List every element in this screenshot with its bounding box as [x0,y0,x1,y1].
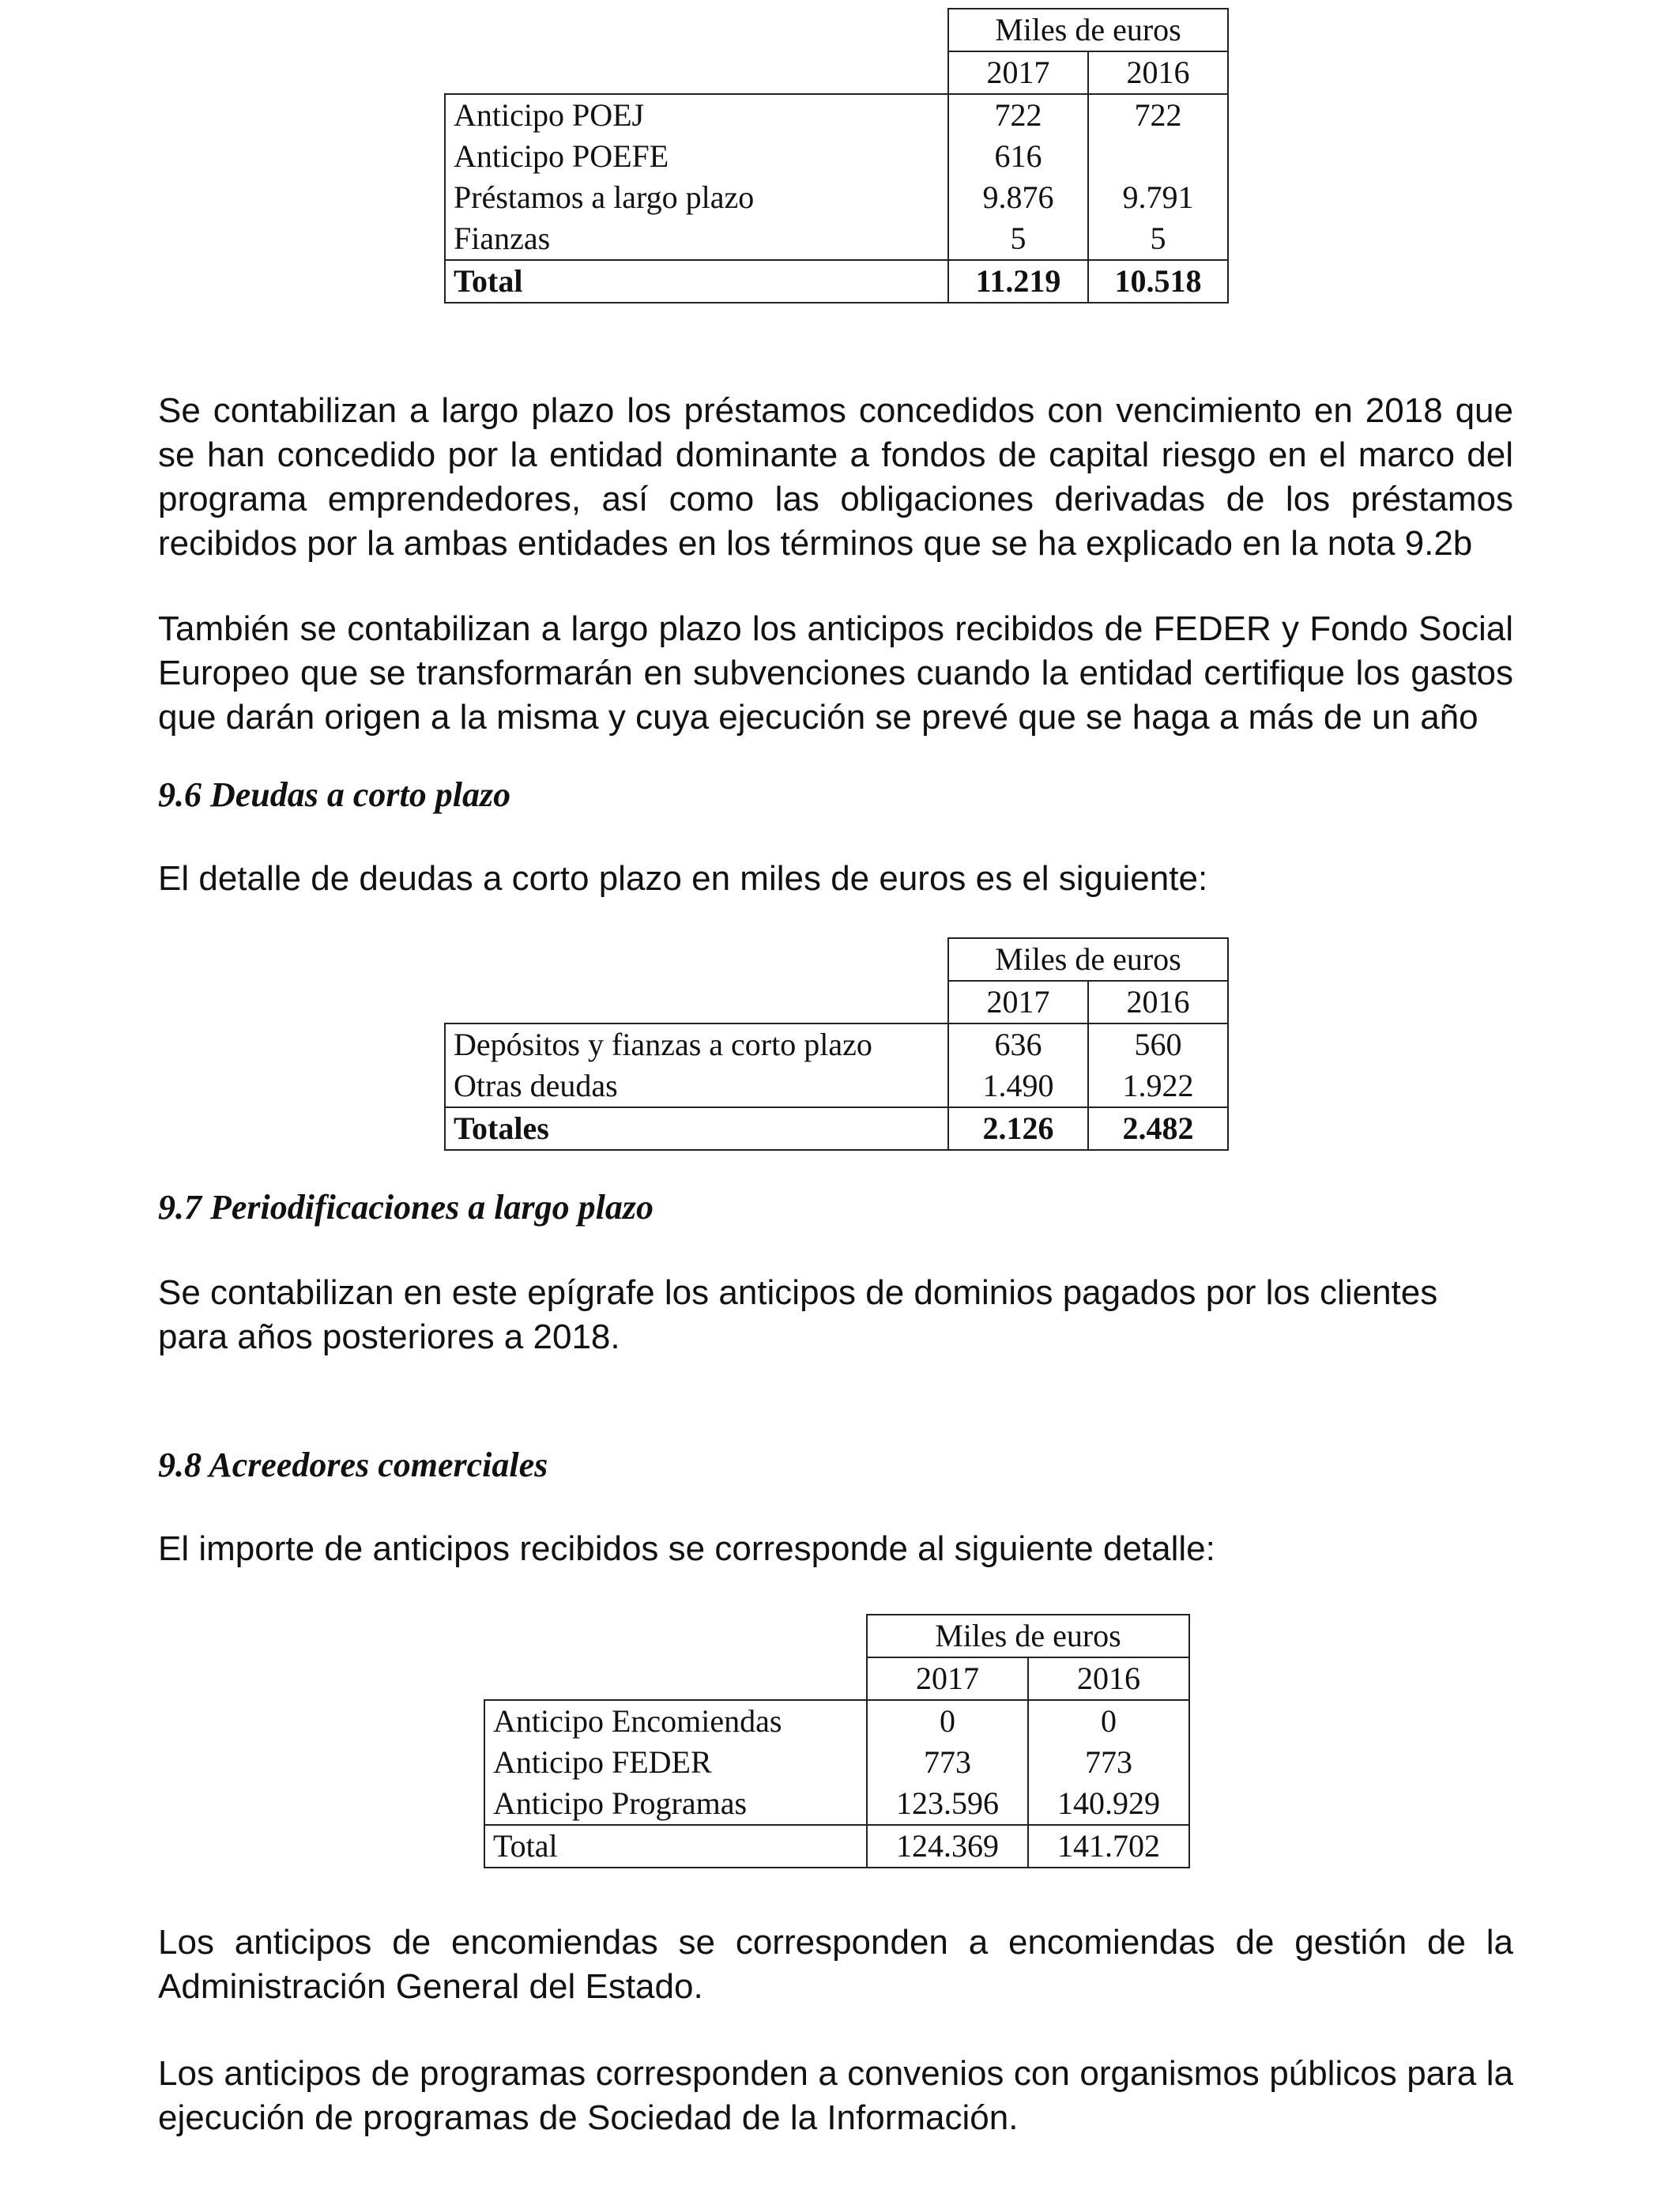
value-2017: 1.490 [948,1065,1088,1107]
year-header-2016: 2016 [1088,981,1228,1023]
table-row [445,1065,1228,1107]
section-heading-9-6: 9.6 Deudas a corto plazo [158,775,511,814]
total-label: Totales [445,1107,948,1150]
row-label: Anticipo POEJ [445,94,948,136]
value-2017: 5 [948,218,1088,260]
total-2017: 2.126 [948,1107,1088,1150]
year-header-2017: 2017 [948,981,1088,1023]
row-label: Anticipo Programas [484,1783,867,1825]
total-row [445,260,1228,303]
table-row [445,177,1228,218]
section-9-8-intro: El importe de anticipos recibidos se corresponde al siguiente detalle: [158,1529,1215,1568]
row-label: Depósitos y fianzas a corto plazo [445,1023,948,1065]
year-header-2016: 2016 [1088,51,1228,94]
total-row [445,1107,1228,1150]
total-2016: 2.482 [1088,1107,1228,1150]
long-term-debts-table [444,8,1229,303]
table-row [484,1742,1189,1783]
unit-header: Miles de euros [867,1615,1189,1657]
total-2017: 11.219 [948,260,1088,303]
table-row [484,1700,1189,1742]
short-term-debts-table [444,937,1229,1151]
unit-header: Miles de euros [948,938,1228,981]
section-9-6-intro: El detalle de deudas a corto plazo en miles de euros es el siguiente: [158,859,1208,898]
value-2016: 773 [1028,1742,1189,1783]
paragraph-encomiendas: Los anticipos de encomiendas se corresponden a encomiendas de gestión de la Administración General del Estado. [158,1923,1513,2006]
total-label: Total [484,1825,867,1868]
row-label: Anticipo POEFE [445,136,948,177]
total-2016: 141.702 [1028,1825,1189,1868]
row-label: Fianzas [445,218,948,260]
row-label: Préstamos a largo plazo [445,177,948,218]
total-2017: 124.369 [867,1825,1028,1868]
value-2016: 560 [1088,1023,1228,1065]
value-2017: 773 [867,1742,1028,1783]
value-2016: 1.922 [1088,1065,1228,1107]
row-label: Otras deudas [445,1065,948,1107]
total-row [484,1825,1189,1868]
paragraph-advances-feder: También se contabilizan a largo plazo los anticipos recibidos de FEDER y Fondo Social Europeo que se transformarán en subvenciones cuando la entidad certifique los gastos que darán origen a la misma y cuya ejecución se prevé que se haga a más de un año [158,609,1513,737]
advances-received-table [484,1614,1190,1868]
section-heading-9-7: 9.7 Periodificaciones a largo plazo [158,1188,654,1227]
value-2016: 5 [1088,218,1228,260]
value-2017: 616 [948,136,1088,177]
table-row [445,1023,1228,1065]
value-2017: 0 [867,1700,1028,1742]
section-heading-9-8: 9.8 Acreedores comerciales [158,1446,548,1484]
value-2017: 9.876 [948,177,1088,218]
section-9-7-text: Se contabilizan en este epígrafe los anticipos de dominios pagados por los clientes para años posteriores a 2018. [158,1273,1438,1356]
row-label: Anticipo FEDER [484,1742,867,1783]
paragraph-long-term-loans: Se contabilizan a largo plazo los préstamos concedidos con vencimiento en 2018 que se han concedido por la entidad dominante a fondos de capital riesgo en el marco del programa emprendedores, así como las obligaciones derivadas de los préstamos recibidos por la ambas entidades en los términos que se ha explicado en la nota 9.2b [158,391,1513,563]
year-header-2016: 2016 [1028,1657,1189,1700]
value-2017: 722 [948,94,1088,136]
row-label: Anticipo Encomiendas [484,1700,867,1742]
value-2016: 9.791 [1088,177,1228,218]
table-row [445,94,1228,136]
value-2017: 123.596 [867,1783,1028,1825]
unit-header: Miles de euros [948,9,1228,51]
table-row [445,136,1228,177]
value-2016 [1088,136,1228,177]
table-row [484,1783,1189,1825]
table-row [445,218,1228,260]
value-2016: 0 [1028,1700,1189,1742]
year-header-2017: 2017 [948,51,1088,94]
year-header-2017: 2017 [867,1657,1028,1700]
value-2016: 140.929 [1028,1783,1189,1825]
value-2017: 636 [948,1023,1088,1065]
paragraph-programas: Los anticipos de programas corresponden a convenios con organismos públicos para la ejecución de programas de Sociedad de la Información. [158,2054,1513,2137]
total-label: Total [445,260,948,303]
total-2016: 10.518 [1088,260,1228,303]
value-2016: 722 [1088,94,1228,136]
